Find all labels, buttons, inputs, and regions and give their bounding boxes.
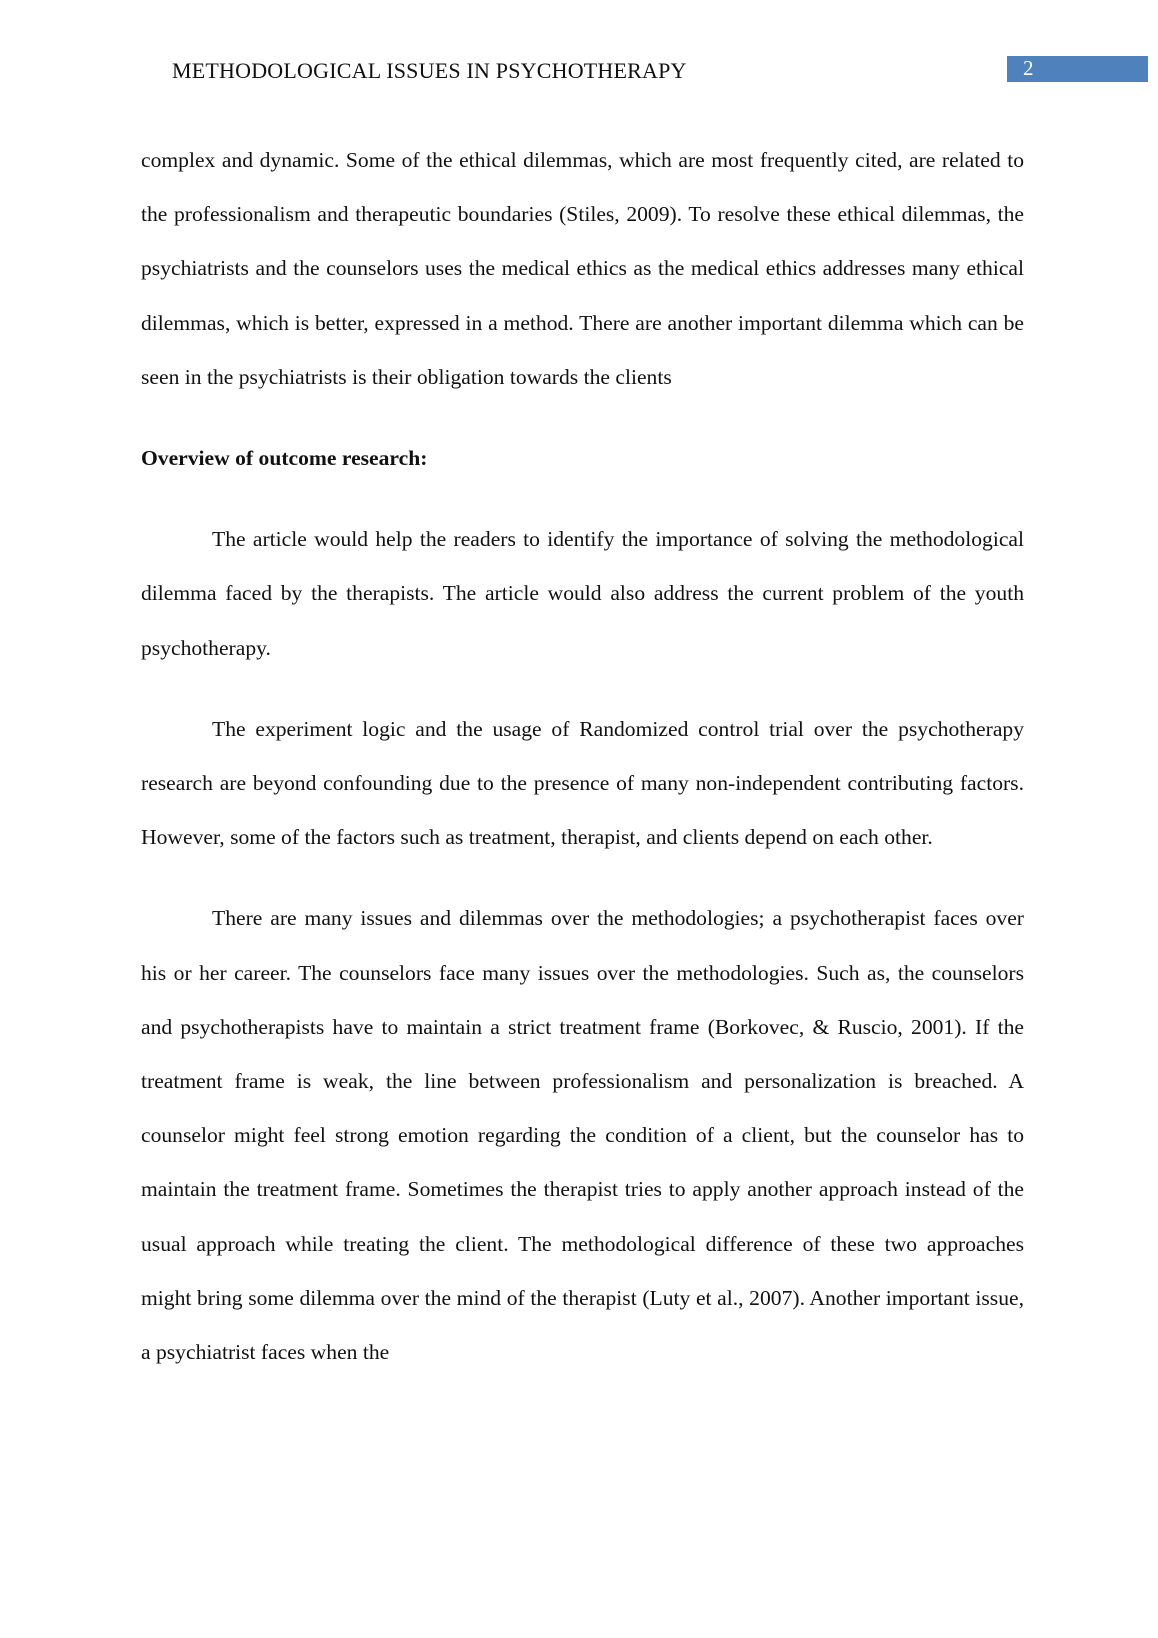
- page-header: [172, 56, 1152, 86]
- paragraph-methodology-issues: There are many issues and dilemmas over the methodologies; a psychotherapist faces over his or her career. The counselors face many issues over the methodologies. Such as, the counselors and psychotherapists have to maintain a strict treatment frame (Borkovec, & Ruscio, 2001). If the treatment frame is weak, the line between professionalism and personalization is breached. A counselor might feel strong emotion regarding the condition of a client, but the counselor has to maintain the treatment frame. Sometimes the therapist tries to apply another approach instead of the usual approach while treating the client. The methodological difference of these two approaches might bring some dilemma over the mind of the therapist (Luty et al., 2007). Another important issue, a psychiatrist faces when the: [141, 906, 1024, 1365]
- running-head: METHODOLOGICAL ISSUES IN PSYCHOTHERAPY: [172, 58, 687, 83]
- paragraph-experiment-logic: The experiment logic and the usage of Randomized control trial over the psychotherapy research are beyond confounding due to the presence of many non-independent contributing factors. However, some of the factors such as treatment, therapist, and clients depend on each other.: [141, 716, 1024, 850]
- paragraph-continued: complex and dynamic. Some of the ethical dilemmas, which are most frequently cited, are related to the professionalism and therapeutic boundaries (Stiles, 2009). To resolve these ethical dilemmas, the psychiatrists and the counselors uses the medical ethics as the medical ethics addresses many ethical dilemmas, which is better, expressed in a method. There are another important dilemma which can be seen in the psychiatrists is their obligation towards the clients: [141, 148, 1024, 389]
- paragraph-article-purpose: The article would help the readers to identify the importance of solving the methodological dilemma faced by the therapists. The article would also address the current problem of the youth psychotherapy.: [141, 527, 1024, 660]
- section-heading: Overview of outcome research:: [141, 446, 428, 471]
- page-number-badge: [1007, 56, 1148, 82]
- page-number: 2: [1023, 56, 1034, 80]
- body-text: [141, 133, 1024, 1379]
